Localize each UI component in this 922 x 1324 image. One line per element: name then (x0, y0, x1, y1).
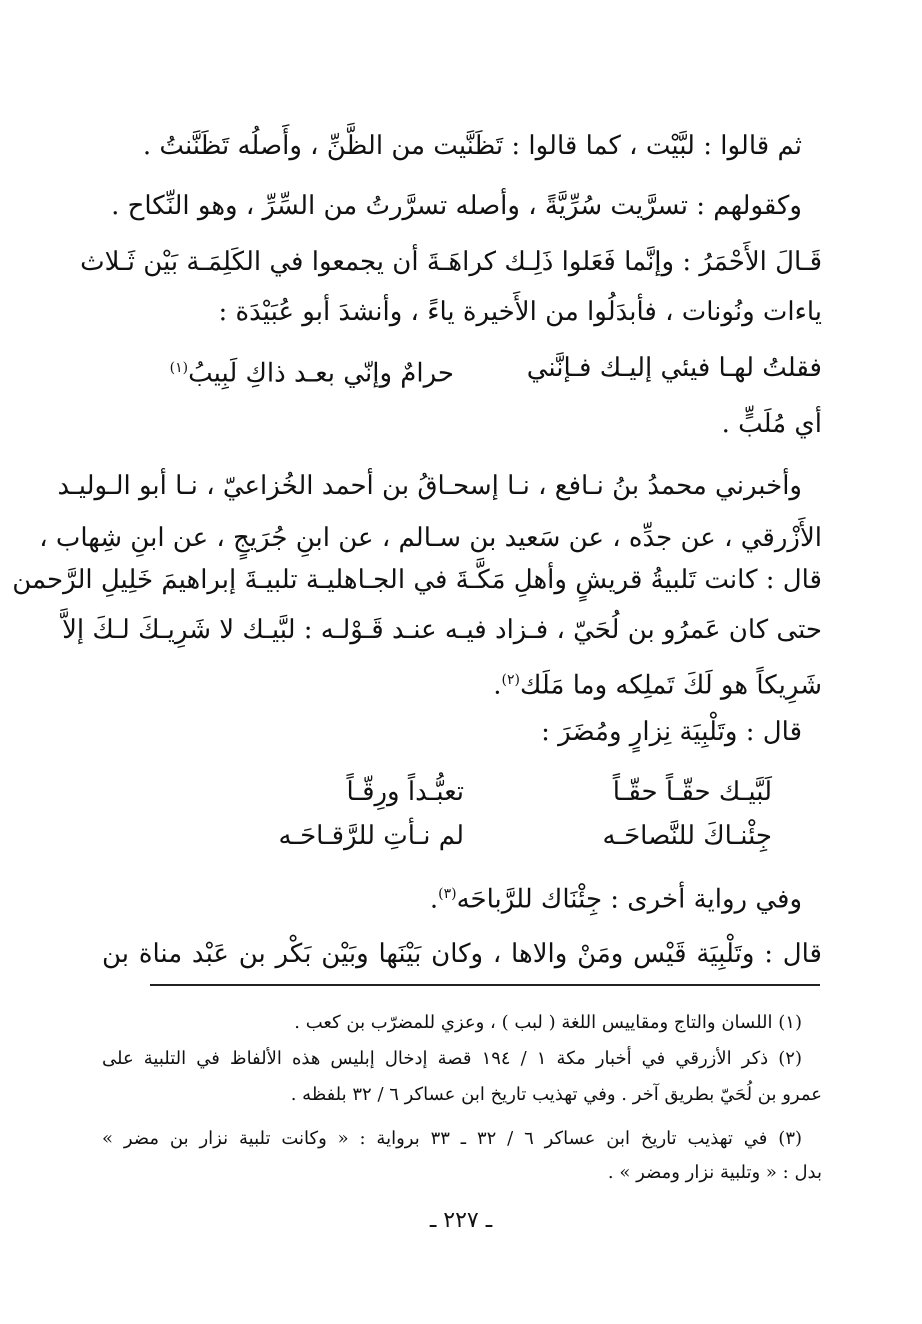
text-segment-end: . (493, 670, 502, 701)
section-intro: قال : وتَلْبِيَة نِزارٍ ومُضَرَ : (541, 717, 802, 747)
footnote: بدل : « وتلبية نزار ومضر » . (607, 1162, 822, 1183)
text-line: حتى كان عَمرُو بن لُحَيّ ، فـزاد فيـه عنـد قَـوْلـه : لبَّيـك لا شَرِيـكَ لـكَ إلاَّ (62, 615, 822, 645)
page-number: ـ ٢٢٧ ـ (429, 1208, 493, 1233)
verse-first-hemistich: فقلتُ لهـا فيئي إليـك فـإنَّني (526, 353, 822, 383)
text-line-with-note (102, 660, 822, 706)
footnote: (٢) ذكر الأزرقي في أخبار مكة ١ / ١٩٤ قصة إدخال إبليس هذه الألفاظ في التلبية على (102, 1048, 802, 1069)
text-line: وكقولهم : تسرَّيت سُرِّيَّةً ، وأصله تسرَّرتُ من السِّرِّ ، وهو النِّكاح . (111, 191, 802, 221)
text-segment-end: . (429, 884, 439, 915)
gloss-line: أي مُلَبٍّ . (721, 409, 822, 439)
text-segment: وفي رواية أخرى : جِئْنَاك للرَّباحَه (456, 884, 802, 915)
text-line: قال : كانت تَلبيةُ قريشٍ وأهلِ مَكَّـةَ في الجـاهليـة تلبيـةَ إبراهيمَ خَلِيلِ الرَّحمن (12, 565, 822, 595)
verse-second-hemistich: حرامٌ وإنّي بعـد ذاكِ لَبِيبُ (188, 358, 454, 389)
footnote-marker: (١) (169, 360, 189, 376)
footnote-marker: (٢) (501, 672, 521, 688)
verse-first-hemistich: لَبَّيـك حقّـاً حقّـاً (612, 777, 772, 807)
text-line: قال : وتَلْبِيَة قَيْس ومَنْ والاها ، وكان بَيْنَها وبَيْن بَكْر بن عَبْد مناة بن (102, 939, 822, 969)
text-line: قَـالَ الأَحْمَرُ : وإنَّما فَعَلوا ذَلِـك كراهَـةَ أن يجمعوا في الكَلِمَـة بَيْن ثَـلاث (80, 247, 822, 277)
text-line: ياءات ونُونات ، فأبدَلُوا من الأَخيرة ياءً ، وأنشدَ أبو عُبَيْدَة : (218, 297, 822, 327)
text-line: ثم قالوا : لبَّيْت ، كما قالوا : تَظَنَّيت من الظَّنِّ ، وأَصلُه تَظَنَّنتُ . (142, 131, 802, 161)
verse-second-hemistich: تعبُّـداً ورِقّـاً (346, 777, 464, 807)
text-segment: شَرِيكاً هو لَكَ تَملِكه وما مَلَك (520, 670, 822, 701)
footnote: عمرو بن لُحَيّ بطريق آخر . وفي تهذيب تاريخ ابن عساكر ٦ / ٣٢ بلفظه . (290, 1084, 822, 1105)
verse-first-hemistich: جِئْنـاكَ للنَّصاحَـه (602, 821, 772, 851)
text-line: الأَزْرقي ، عن جدِّه ، عن سَعيد بن سـالم ، عن ابنِ جُرَيجٍ ، عن ابنِ شِهاب ، (39, 523, 822, 553)
text-line-with-note (82, 874, 802, 920)
footnote: (٣) في تهذيب تاريخ ابن عساكر ٦ / ٣٢ ـ ٣٣ برواية : « وكانت تلبية نزار بن مضر » (102, 1128, 803, 1149)
verse-second-hemistich-wrap (170, 348, 454, 394)
footnote-divider (150, 984, 820, 986)
verse-second-hemistich: لم نـأتِ للرَّقـاحَـه (278, 821, 464, 851)
text-line: وأخبرني محمدُ بنُ نـافع ، نـا إسحـاقُ بن أحمد الخُزاعيّ ، نـا أبو الـوليـد (57, 471, 802, 501)
footnote: (١) اللسان والتاج ومقاييس اللغة ( لبب ) ، وعزي للمضرّب بن كعب . (294, 1012, 802, 1033)
footnote-marker: (٣) (438, 886, 457, 902)
